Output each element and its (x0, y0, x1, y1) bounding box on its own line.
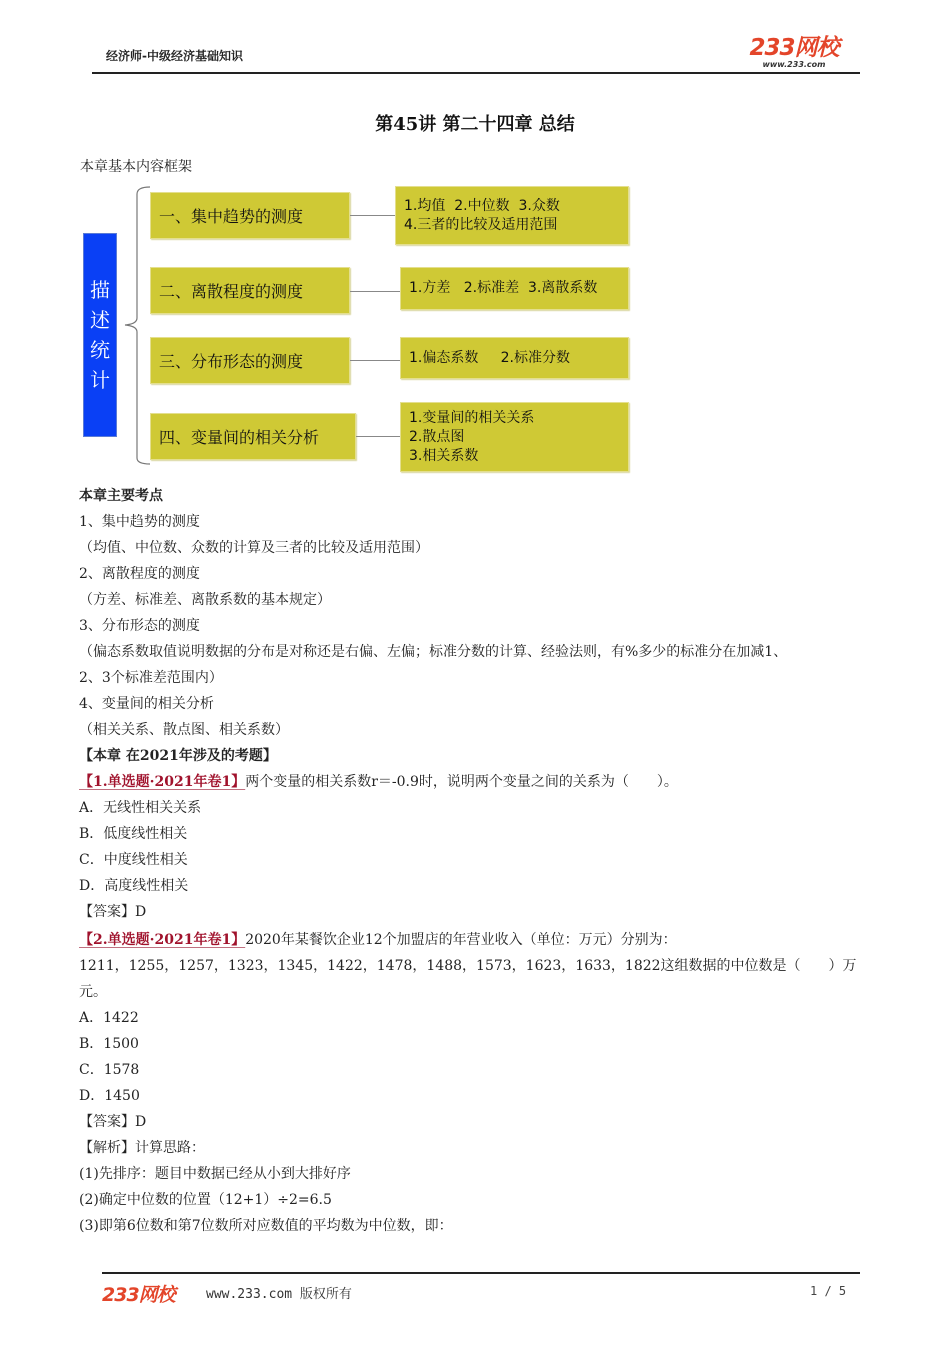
mindmap-detail-1 (395, 186, 629, 245)
question-2-answer: 【答案】D (79, 1114, 147, 1130)
key-point-line: 1、集中趋势的测度 (79, 514, 200, 530)
mindmap-branch-2 (150, 267, 350, 314)
analysis-step: (3)即第6位数和第7位数所对应数值的平均数为中位数，即： (79, 1218, 453, 1234)
header-divider (92, 72, 860, 74)
key-point-line: （相关关系、散点图、相关系数） (79, 722, 289, 738)
question-2-stem-line2: 1211，1255，1257，1323，1345，1422，1478，1488，1573，1623，1633，1822这组数据的中位数是（ ）万 (79, 958, 857, 974)
detail-line: 1.变量间的相关关系 (409, 409, 535, 426)
question-1-option-c: C．中度线性相关 (79, 852, 188, 868)
branch-label: 二、离散程度的测度 (159, 282, 304, 301)
mindmap-branch-1 (150, 192, 350, 239)
detail-line: 1.方差 2.标准差 3.离散系数 (409, 280, 598, 296)
document-header-title: 经济师-中级经济基础知识 (106, 49, 243, 63)
detail-line: 3.相关系数 (409, 447, 479, 464)
question-2-analysis-heading: 【解析】计算思路： (79, 1140, 205, 1156)
mindmap-branch-4 (150, 413, 356, 460)
mindmap-detail-4 (400, 402, 629, 472)
exam-section-heading: 【本章 在2021年涉及的考题】 (79, 748, 277, 764)
detail-line: 2.散点图 (409, 428, 465, 445)
question-1-tag[interactable]: 【1.单选题·2021年卷1】 (79, 774, 246, 790)
branch-label: 四、变量间的相关分析 (159, 428, 320, 447)
footer-copyright-text: 版权所有 (299, 1287, 352, 1302)
page-number: 1 / 5 (810, 1284, 847, 1298)
question-2-stem: 2020年某餐饮企业12个加盟店的年营业收入（单位：万元）分别为： (245, 932, 677, 948)
footer-copyright (206, 1283, 352, 1302)
key-point-line: （方差、标准差、离散系数的基本规定） (79, 592, 331, 608)
root-char: 统 (90, 338, 110, 362)
question-2-option-b: B．1500 (79, 1036, 139, 1052)
question-1-option-d: D．高度线性相关 (79, 878, 189, 894)
connector-line (350, 360, 400, 361)
page-title: 第45讲 第二十四章 总结 (375, 114, 575, 135)
branch-label: 一、集中趋势的测度 (159, 207, 304, 226)
connector-line (350, 291, 400, 292)
key-point-line: 3、分布形态的测度 (79, 618, 200, 634)
branch-label: 三、分布形态的测度 (159, 352, 304, 371)
question-2-option-c: C．1578 (79, 1062, 140, 1078)
question-1 (79, 769, 678, 795)
key-point-line: 2、离散程度的测度 (79, 566, 200, 582)
framework-label: 本章基本内容框架 (80, 159, 192, 175)
key-point-line: 2、3个标准差范围内） (79, 670, 223, 686)
brand-logo (738, 36, 850, 69)
question-1-option-b: B．低度线性相关 (79, 826, 188, 842)
mindmap-branch-3 (150, 337, 350, 384)
question-2-option-a: A．1422 (79, 1010, 139, 1026)
detail-line: 1.均值 2.中位数 3.众数 (404, 197, 560, 214)
question-2 (79, 927, 677, 953)
question-1-answer: 【答案】D (79, 904, 147, 920)
footer-divider (102, 1272, 860, 1274)
question-1-stem: 两个变量的相关系数r＝-0.9时，说明两个变量之间的关系为（ ）。 (245, 774, 678, 790)
question-2-tag[interactable]: 【2.单选题·2021年卷1】 (79, 932, 246, 948)
detail-line: 1.偏态系数 2.标准分数 (409, 349, 570, 366)
key-points-heading: 本章主要考点 (79, 488, 163, 504)
question-1-option-a: A．无线性相关关系 (79, 800, 202, 816)
root-char: 述 (90, 308, 110, 332)
mindmap-root (83, 233, 117, 437)
analysis-step: (2)确定中位数的位置（12+1）÷2=6.5 (79, 1192, 332, 1208)
brand-logo-text: 233网校 (749, 35, 839, 61)
key-point-line: （均值、中位数、众数的计算及三者的比较及适用范围） (79, 540, 429, 556)
root-char: 计 (90, 368, 110, 392)
key-point-line: （偏态系数取值说明数据的分布是对称还是右偏、左偏；标准分数的计算、经验法则，有%多少的标准分在加减1、 (79, 644, 788, 660)
root-char: 描 (90, 278, 110, 302)
brand-logo-url: www.233.com (762, 60, 826, 69)
mindmap-detail-2 (400, 267, 629, 310)
key-point-line: 4、变量间的相关分析 (79, 696, 214, 712)
mindmap-detail-3 (400, 337, 629, 379)
detail-line: 4.三者的比较及适用范围 (404, 216, 558, 233)
analysis-step: (1)先排序：题目中数据已经从小到大排好序 (79, 1166, 351, 1182)
connector-line (356, 436, 400, 437)
question-2-stem-line3: 元。 (79, 984, 107, 1000)
footer-logo: 233网校 (102, 1284, 175, 1306)
connector-line (350, 215, 395, 216)
question-2-option-d: D．1450 (79, 1088, 140, 1104)
footer-site[interactable]: www.233.com (206, 1287, 293, 1302)
